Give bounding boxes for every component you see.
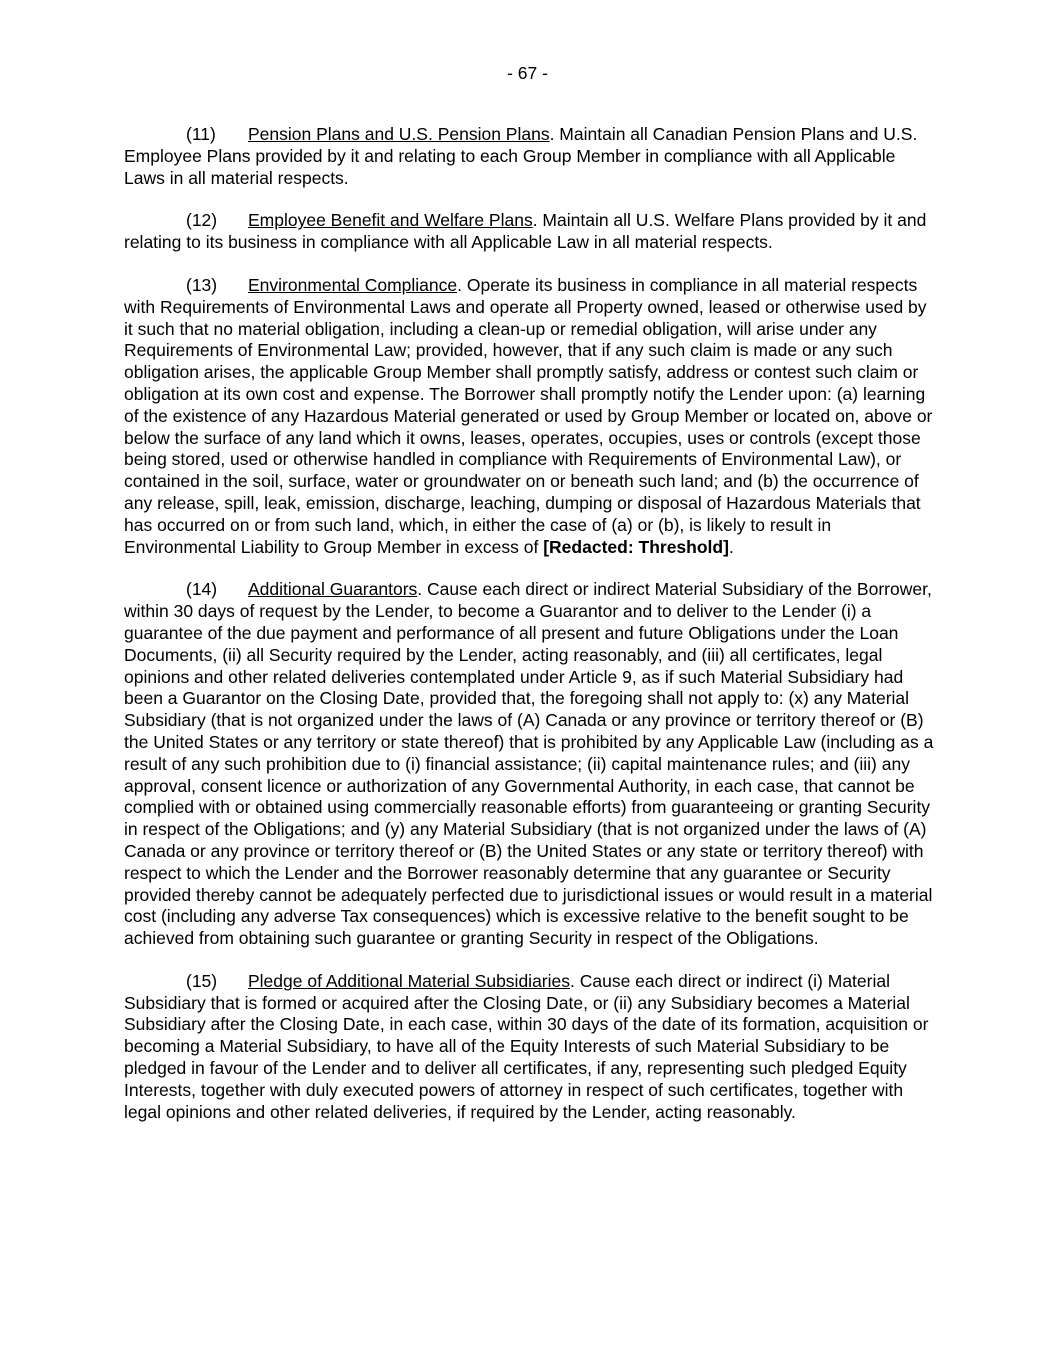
section-13: [124, 275, 934, 558]
section-text: . Maintain all Canadian Pension Plans and U.S. Employee Plans provided by it and relating to each Group Member in compliance with all Applicable Laws in all material respects.: [124, 124, 918, 188]
section-heading: Additional Guarantors: [248, 579, 418, 600]
section-heading: Employee Benefit and Welfare Plans: [248, 210, 533, 231]
section-15: [124, 971, 934, 1124]
section-14: [124, 579, 934, 950]
section-number: (14): [186, 579, 218, 600]
section-number: (11): [186, 124, 216, 144]
section-12: [124, 210, 934, 254]
section-heading: Pledge of Additional Material Subsidiaries: [248, 970, 570, 991]
document-body: [124, 124, 934, 1144]
section-number: (15): [186, 970, 218, 991]
section-heading: Environmental Compliance: [248, 274, 458, 295]
page-number: - 67 -: [507, 63, 548, 83]
section-text: . Maintain all U.S. Welfare Plans provided by it and relating to its business in compliance with all Applicable Law in all material respects.: [124, 210, 927, 253]
section-heading: Pension Plans and U.S. Pension Plans: [248, 124, 550, 144]
section-text: . Cause each direct or indirect (i) Material Subsidiary that is formed or acquired after the Closing Date, or (ii) any Subsidiary becomes a Material Subsidiary after the Closing Date, in each case, within 30 days of the date of its formation, acquisition or becoming a Material Subsidiary, to have all of the Equity Interests of such Material Subsidiary to be pledged in favour of the Lender and to deliver all certificates, if any, representing such pledged Equity Interests, together with duly executed powers of attorney in respect of such certificates, together with legal opinions and other related deliveries, if required by the Lender, acting reasonably.: [124, 970, 929, 1122]
section-text: . Cause each direct or indirect Material Subsidiary of the Borrower, within 30 days of request by the Lender, to become a Guarantor and to deliver to the Lender (i) a guarantee of the due payment and performance of all present and future Obligations under the Loan Documents, (ii) all Security required by the Lender, acting reasonably, and (iii) all certificates, legal opinions and other related deliveries contemplated under Article 9, as if such Material Subsidiary had been a Guarantor on the Closing Date, provided that, the foregoing shall not apply to: (x) any Material Subsidiary (that is not organized under the laws of (A) Canada or any province or territory thereof or (B) the United States or any territory or state thereof) that is prohibited by any Applicable Law (including as a result of any such prohibition due to (i) financial assistance; (ii) capital maintenance rules; and (iii) any approval, consent licence or authorization of any Governmental Authority, in each case, that cannot be complied with or obtained using commercially reasonable efforts) from guaranteeing or granting Security in respect of the Obligations; and (y) any Material Subsidiary (that is not organized under the laws of (A) Canada or any province or territory thereof or (B) the United States or any state or territory thereof) with respect to which the Lender and the Borrower reasonably determine that any guarantee or Security provided thereby cannot be adequately perfected due to jurisdictional issues or would result in a material cost (including any adverse Tax consequences) which is excessive relative to the benefit sought to be achieved from obtaining such guarantee or granting Security in respect of the Obligations.: [124, 579, 934, 949]
section-number: (12): [186, 210, 218, 231]
section-text-tail: .: [728, 536, 734, 557]
redacted-threshold: [Redacted: Threshold]: [543, 536, 729, 557]
section-11: [124, 124, 934, 189]
section-text: . Operate its business in compliance in all material respects with Requirements of Environmental Laws and operate all Property owned, leased or otherwise used by it such that no material obligation, including a clean-up or remedial obligation, will arise under any Requirements of Environmental Law; provided, however, that if any such claim is made or any such obligation arises, the applicable Group Member shall promptly satisfy, address or contest such claim or obligation at its own cost and expense. The Borrower shall promptly notify the Lender upon: (a) learning of the existence of any Hazardous Material generated or used by Group Member or located on, above or below the surface of any land which it owns, leases, operates, occupies, uses or controls (except those being stored, used or otherwise handled in compliance with Requirements of Environmental Law), or contained in the soil, surface, water or groundwater on or beneath such land; and (b) the occurrence of any release, spill, leak, emission, discharge, leaching, dumping or disposal of Hazardous Materials that has occurred on or from such land, which, in either the case of (a) or (b), is likely to result in Environmental Liability to Group Member in excess of: [124, 274, 933, 557]
section-number: (13): [186, 274, 218, 295]
